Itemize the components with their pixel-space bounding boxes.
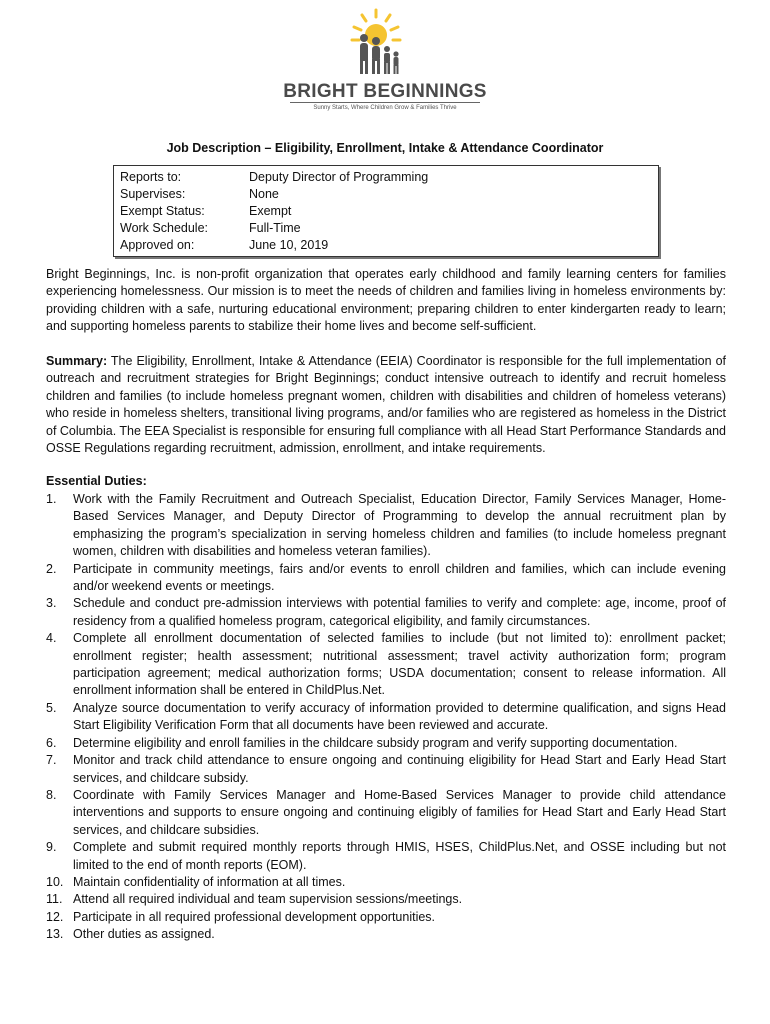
item-number: 9.: [46, 840, 57, 855]
list-item: [46, 735, 726, 752]
item-number: 7.: [46, 753, 57, 768]
item-number: 1.: [46, 492, 57, 506]
info-label: Reports to:: [120, 170, 182, 184]
item-number: 8.: [46, 787, 57, 802]
summary-label: Summary:: [46, 354, 108, 368]
info-value: June 10, 2019: [249, 238, 329, 252]
item-text: Coordinate with Family Services Manager and Home-Based Services Manager to provide child attendance interventions and supports to ensure ongoing and continuing eligibly of families for Head Start and Early Head Start services, and childcare subsidies.: [73, 787, 726, 837]
logo-tagline: Sunny Starts, Where Children Grow & Families Thrive: [313, 105, 457, 111]
item-number: 4.: [46, 631, 57, 646]
list-item: [46, 909, 726, 926]
bright-beginnings-logo: [270, 8, 500, 110]
item-number: 2.: [46, 561, 57, 576]
info-label: Approved on:: [120, 238, 195, 252]
item-text: Monitor and track child attendance to ensure ongoing and continuing eligibility for Head Start and Early Head Start services, and childcare subsidy.: [73, 753, 726, 785]
list-item: [46, 630, 726, 700]
job-info-box: [113, 165, 659, 257]
item-number: 11.: [46, 892, 63, 907]
sun-family-icon: [340, 8, 430, 78]
info-value: None: [249, 187, 279, 201]
list-item: [46, 891, 726, 908]
item-number: 3.: [46, 596, 57, 611]
item-text: Schedule and conduct pre-admission interviews with potential families to verify and complete: age, income, proof of residency from a qualified homeless program, categorical eligibility, and family circumstances.: [73, 596, 726, 628]
list-item: [46, 491, 726, 561]
item-text: Other duties as assigned.: [73, 927, 215, 942]
list-item: [46, 787, 726, 839]
item-text: Analyze source documentation to verify accuracy of information provided to determine qualification, and signs Head Start Eligibility Verification Form that all documents have been reviewed and accurate.: [73, 700, 726, 733]
page-title: Job Description – Eligibility, Enrollment, Intake & Attendance Coordinator: [166, 141, 604, 155]
item-number: 13.: [46, 927, 64, 942]
logo-name: BRIGHT BEGINNINGS: [283, 81, 487, 102]
item-text: Complete all enrollment documentation of selected families to include (but not limited to): enrollment packet; enrollment register; health assessment; nutritional assessment; travel activity authorization form; program participation agreement; medical authorization forms; USDA documentation; consent to release information. All enrollment information shall be entered in ChildPlus.Net.: [73, 631, 726, 698]
list-item: [46, 700, 726, 735]
summary-text: The Eligibility, Enrollment, Intake & Attendance (EEIA) Coordinator is responsible for the full implementation of outreach and recruitment strategies for Bright Beginnings; conduct intensive outreach to identify and recruit homeless children and families (to include homeless pregnant women, children with disabilities and children of homeless veterans) who reside in homeless shelters, transitional living programs, and/or families who are registered as homeless in the District of Columbia. The EEA Specialist is responsible for ensuring full compliance with all Head Start Performance Standards and OSSE Regulations regarding recruitment, admission, enrollment, and intake requirements.: [46, 354, 726, 456]
duties-list: [46, 491, 726, 944]
list-item: [46, 595, 726, 630]
item-number: 12.: [46, 909, 64, 924]
item-number: 5.: [46, 700, 57, 715]
list-item: [46, 874, 726, 891]
intro-paragraph: Bright Beginnings, Inc. is non-profit organization that operates early childhood and family learning centers for families experiencing homelessness. Our mission is to meet the needs of children and families living in homeless environments by: providing children with a safe, nurturing educational environment; preparing children to enter kindergarten ready to learn; and supporting homeless parents to stabilize their home lives and become self-sufficient.: [46, 267, 726, 334]
list-item: [46, 839, 726, 874]
item-text: Participate in community meetings, fairs and/or events to enroll children and families, which can include evening and/or weekend events or meetings.: [73, 561, 726, 594]
item-text: Attend all required individual and team supervision sessions/meetings.: [73, 892, 463, 907]
item-number: 10.: [46, 874, 64, 889]
item-text: Complete and submit required monthly reports through HMIS, HSES, ChildPlus.Net, and OSSE including but not limited to the end of month reports (EOM).: [73, 840, 726, 872]
info-value: Full-Time: [249, 221, 301, 235]
list-item: [46, 752, 726, 787]
item-text: Determine eligibility and enroll families in the childcare subsidy program and verify supporting documentation.: [73, 735, 678, 750]
item-text: Participate in all required professional development opportunities.: [73, 909, 436, 924]
info-label: Exempt Status:: [120, 204, 205, 218]
logo-divider: [290, 102, 480, 103]
summary-paragraph: [46, 353, 726, 457]
info-label: Supervises:: [120, 187, 186, 201]
info-label: Work Schedule:: [120, 221, 209, 235]
item-text: Work with the Family Recruitment and Outreach Specialist, Education Director, Family Services Manager, Home-Based Services Manager, and Deputy Director of Programming to develop the annual recruitment plan by emphasizing the program’s specialization in serving homeless children and families (to include homeless pregnant women, children with disabilities and homeless veteran families).: [73, 492, 726, 559]
list-item: [46, 561, 726, 596]
info-value: Deputy Director of Programming: [249, 170, 429, 184]
item-text: Maintain confidentiality of information at all times.: [73, 874, 346, 889]
info-value: Exempt: [249, 204, 292, 218]
item-number: 6.: [46, 735, 57, 750]
duties-heading: Essential Duties:: [46, 474, 147, 488]
list-item: [46, 926, 726, 943]
